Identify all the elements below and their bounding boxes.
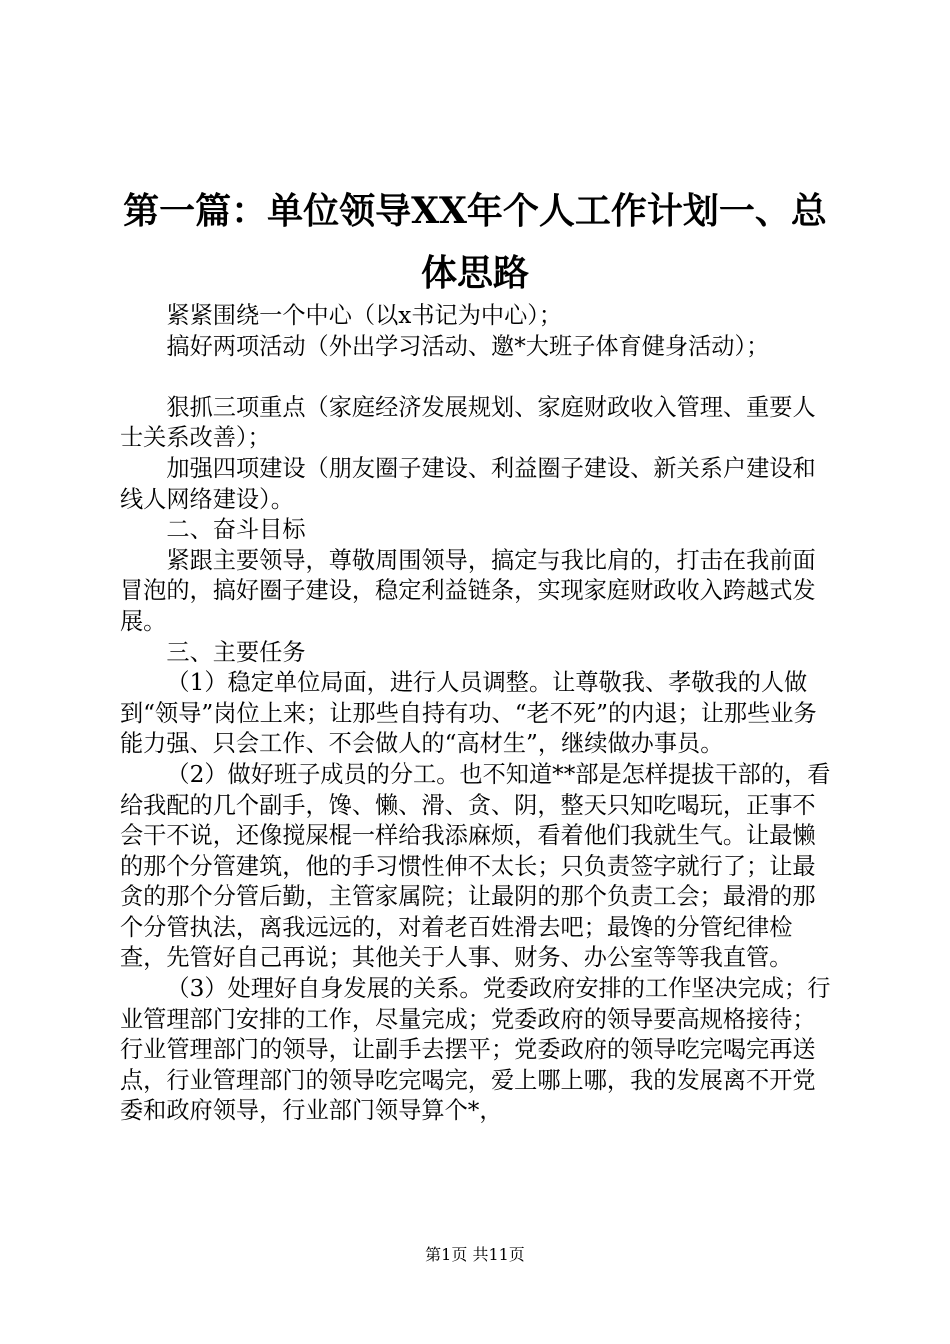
paragraph: 紧紧围绕一个中心（以x书记为中心）； [166, 302, 563, 329]
paragraph: 加强四项建设（朋友圈子建设、利益圈子建设、新关系户建设和线人网络建设）。 [120, 454, 816, 513]
section-heading: 二、奋斗目标 [166, 516, 306, 544]
page-number-footer: 第1页 共11页 [425, 1245, 525, 1264]
paragraph: 紧跟主要领导，尊敬周围领导，搞定与我比肩的，打击在我前面冒泡的，搞好圈子建设，稳定利益链条，实现家庭财政收入跨越式发展。 [120, 546, 816, 635]
paragraph: 搞好两项活动（外出学习活动、邀*大班子体育健身活动）； [166, 332, 770, 360]
paragraph: 狠抓三项重点（家庭经济发展规划、家庭财政收入管理、重要人士关系改善）； [120, 393, 816, 452]
document-title: 第一篇：单位领导XX年个人工作计划一、总体思路 [123, 190, 827, 294]
paragraph: （3）处理好自身发展的关系。党委政府安排的工作坚决完成；行业管理部门安排的工作，尽量完成；党委政府的领导要高规格接待；行业管理部门的领导，让副手去摆平；党委政府的领导吃完喝完再送点，行业管理部门的领导吃完喝完，爱上哪上哪，我的发展离不开党委和政府领导，行业部门领导算个*， [120, 975, 831, 1125]
paragraph: （1）稳定单位局面，进行人员调整。让尊敬我、孝敬我的人做到“领导”岗位上来；让那些自持有功、“老不死”的内退；让那些业务能力强、只会工作、不会做人的“高材生”，继续做办事员。 [120, 669, 817, 758]
document-body [120, 301, 832, 1127]
paragraph: （2）做好班子成员的分工。也不知道**部是怎样提拔干部的，看给我配的几个副手，馋、懒、滑、贪、阴，整天只知吃喝玩，正事不会干不说，还像搅屎棍一样给我添麻烦，看着他们我就生气。让最懒的那个分管建筑，他的手习惯性伸不太长；只负责签字就行了；让最贪的那个分管后勤，主管家属院；让最阴的那个负责工会；最滑的那个分管执法，离我远远的，对着老百姓滑去吧；最馋的分管纪律检查，先管好自己再说；其他关于人事、财务、办公室等等我直管。 [120, 760, 831, 972]
section-heading: 三、主要任务 [166, 638, 306, 666]
